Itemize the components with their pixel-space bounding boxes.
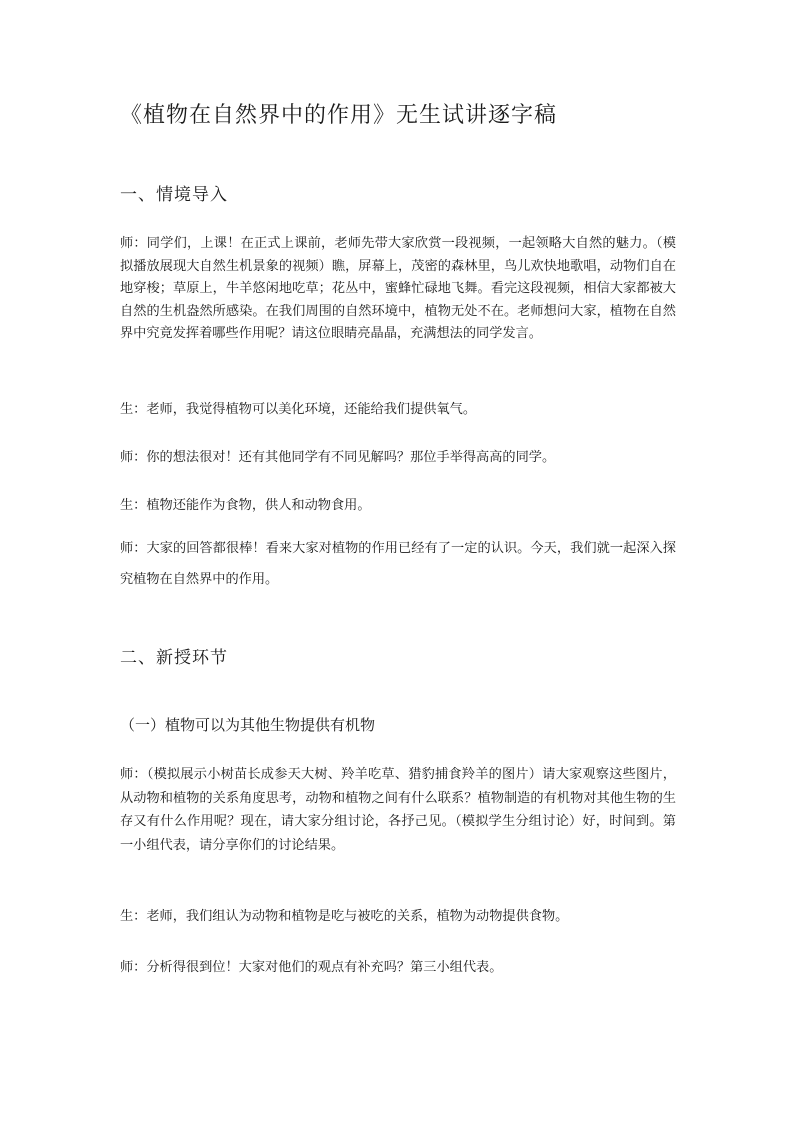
section-heading-new-lesson: 二、新授环节 xyxy=(120,648,228,668)
paragraph-teacher-group-discussion: 师：（模拟展示小树苗长成参天大树、羚羊吃草、猎豹捕食羚羊的图片）请大家观察这些图片，从动物和植物的关系角度思考，动物和植物之间有什么联系？植物制造的有机物对其他生物的生存又有什么作用呢？现在，请大家分组讨论，各抒己见。（模拟学生分组讨论）好，时间到。第一小组代表，请分享你们的讨论结果。 xyxy=(120,767,676,853)
paragraph-teacher-response-1: 师：你的想法很对！还有其他同学有不同见解吗？那位手举得高高的同学。 xyxy=(120,450,556,465)
section-heading-intro: 一、情境导入 xyxy=(120,185,228,205)
paragraph-teacher-followup: 师：分析得很到位！大家对他们的观点有补充吗？第三小组代表。 xyxy=(120,960,503,975)
paragraph-student-answer-2: 生：植物还能作为食物，供人和动物食用。 xyxy=(120,498,371,513)
subsection-heading-organic-matter: （一）植物可以为其他生物提供有机物 xyxy=(120,716,376,734)
paragraph-teacher-summary: 师：大家的回答都很棒！看来大家对植物的作用已经有了一定的认识。今天，我们就一起深入探究植物在自然界中的作用。 xyxy=(120,541,676,587)
paragraph-teacher-intro: 师：同学们，上课！在正式上课前，老师先带大家欣赏一段视频，一起领略大自然的魅力。（模拟播放展现大自然生机景象的视频）瞧，屏幕上，茂密的森林里，鸟儿欢快地歌唱，动物们自在地穿梭；草原上，牛羊悠闲地吃草；花丛中，蜜蜂忙碌地飞舞。看完这段视频，相信大家都被大自然的生机盎然所感染。在我们周围的自然环境中，植物无处不在。老师想问大家，植物在自然界中究竟发挥着哪些作用呢？请这位眼睛亮晶晶，充满想法的同学发言。 xyxy=(120,236,676,341)
document-title: 《植物在自然界中的作用》无生试讲逐字稿 xyxy=(120,103,558,128)
paragraph-student-group-answer: 生：老师，我们组认为动物和植物是吃与被吃的关系，植物为动物提供食物。 xyxy=(120,909,569,924)
paragraph-student-answer-1: 生：老师，我觉得植物可以美化环境，还能给我们提供氧气。 xyxy=(120,402,477,417)
